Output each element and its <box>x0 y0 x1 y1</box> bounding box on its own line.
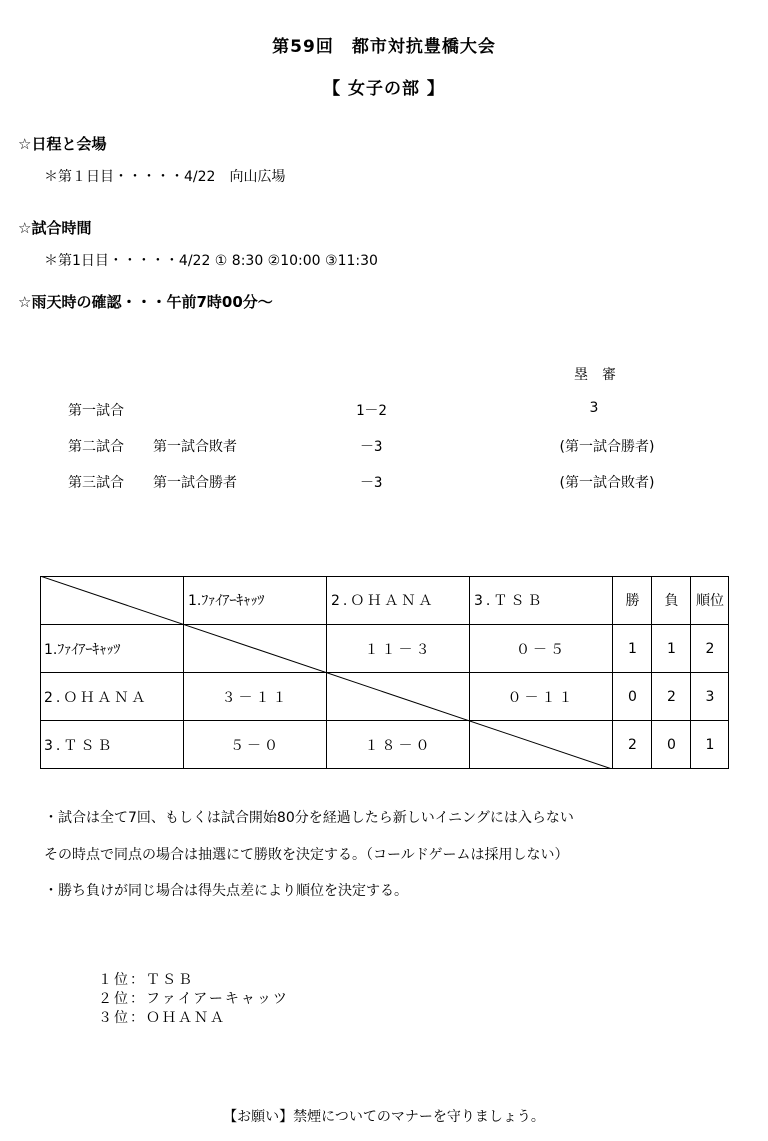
rain-check-line: ☆雨天時の確認・・・午前7時00分～ <box>18 293 273 311</box>
ranking-item: ２位：ファイアーキャッツ <box>98 991 289 1007</box>
game-name: 第三試合 <box>68 475 124 491</box>
rank-value: 3 <box>705 689 715 705</box>
score-cell: ０－５ <box>516 642 567 658</box>
ranking-item: ３位：ＯＨＡＮＡ <box>98 1010 226 1026</box>
game-name: 第二試合 <box>68 439 124 455</box>
row-team-name: 1.ﾌｧｲｱｰｷｬｯﾂ <box>44 642 121 658</box>
loss-count: 1 <box>667 641 676 657</box>
game-note: 第一試合勝者 <box>153 475 237 491</box>
row-team-name: 2.ＯＨＡＮＡ <box>44 690 149 706</box>
score-cell: ３－１１ <box>221 690 290 706</box>
col-header-team-3: 3.ＴＳＢ <box>474 593 545 609</box>
footer-request: 【お願い】禁煙についてのマナーを守りましょう。 <box>223 1109 545 1125</box>
game-score: －3 <box>360 475 383 491</box>
loss-count: 2 <box>667 689 676 705</box>
game-umpire: 3 <box>589 400 599 416</box>
umpire-header: 塁 審 <box>574 367 616 383</box>
schedule-line: ＊第１日目・・・・・4/22 向山広場 <box>44 169 286 185</box>
game-note: 第一試合敗者 <box>153 439 237 455</box>
col-header-loss: 負 <box>664 593 679 609</box>
rank-value: 2 <box>705 641 715 657</box>
rank-value: 1 <box>705 737 715 753</box>
page-title: 第59回 都市対抗豊橋大会 <box>272 37 496 57</box>
standings-table <box>40 576 729 769</box>
game-umpire: (第一試合敗者) <box>559 475 655 491</box>
win-count: 0 <box>628 689 637 705</box>
note-line: ・勝ち負けが同じ場合は得失点差により順位を決定する。 <box>44 883 408 899</box>
note-line: その時点で同点の場合は抽選にて勝敗を決定する。（コールドゲームは採用しない） <box>44 847 569 863</box>
score-cell: １８－０ <box>364 738 433 754</box>
ranking-item: １位：ＴＳＢ <box>98 972 194 988</box>
col-header-team-2: 2.ＯＨＡＮＡ <box>331 593 436 609</box>
row-team-name: 3.ＴＳＢ <box>44 738 115 754</box>
game-umpire: (第一試合勝者) <box>559 439 655 455</box>
times-heading: ☆試合時間 <box>18 219 92 237</box>
times-line: ＊第1日目・・・・・4/22 ① 8:30 ②10:00 ③11:30 <box>44 253 378 269</box>
win-count: 1 <box>628 641 637 657</box>
score-cell: ５－０ <box>230 738 281 754</box>
note-line: ・試合は全て7回、もしくは試合開始80分を経過したら新しいイニングには入らない <box>44 810 574 826</box>
game-score: 1－2 <box>356 403 387 419</box>
schedule-heading: ☆日程と会場 <box>18 135 107 153</box>
col-header-win: 勝 <box>625 593 640 609</box>
win-count: 2 <box>628 737 637 753</box>
page-subtitle: 【 女子の部 】 <box>323 79 445 99</box>
score-cell: ０－１１ <box>507 690 576 706</box>
loss-count: 0 <box>667 737 676 753</box>
score-cell: １１－３ <box>364 642 433 658</box>
game-score: －3 <box>360 439 383 455</box>
col-header-team-1: 1.ﾌｧｲｱｰｷｬｯﾂ <box>188 593 265 609</box>
col-header-rank: 順位 <box>696 593 724 609</box>
game-name: 第一試合 <box>68 403 124 419</box>
